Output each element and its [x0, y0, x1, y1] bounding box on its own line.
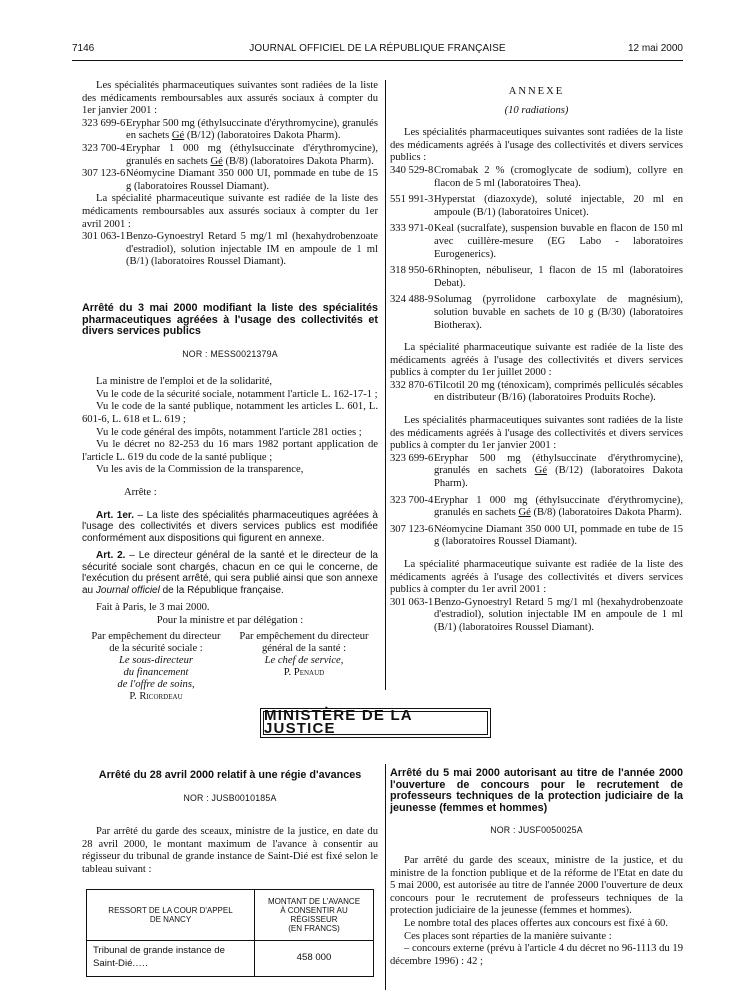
- header-rule: [72, 60, 683, 61]
- arrete-title: Arrêté du 28 avril 2000 relatif à une régie d'avances: [98, 769, 362, 781]
- paragraph: La spécialité pharmaceutique suivante est radiée de la liste des médicaments remboursables aux assurés sociaux à compter du 1er avril 2001 :: [82, 193, 378, 230]
- list-item: [390, 524, 683, 549]
- entry-code: 551 991-3: [390, 194, 434, 206]
- entry-code: 318 950-6: [390, 265, 434, 277]
- ministry-banner: [260, 708, 491, 738]
- entry-text: Néomycine Diamant 350 000 UI, pommade en tube de 15 g (laboratoires Roussel Diamant).: [434, 523, 683, 548]
- entry-text: Rhinopten, nébuliseur, 1 flacon de 15 ml (laboratoires Debat).: [434, 265, 683, 289]
- fait-a-paris: Fait à Paris, le 3 mai 2000.: [96, 602, 210, 614]
- entry-code: 323 700-4: [390, 494, 434, 506]
- list-item: [390, 453, 683, 491]
- entry-code: 323 700-4: [82, 142, 126, 154]
- top-right-column: [390, 86, 683, 635]
- entry-text: Tilcotil 20 mg (ténoxicam), comprimés pelliculés sécables en distributeur (B/16) (laboratoires Produits Roche).: [434, 379, 683, 404]
- paragraph: Ces places sont réparties de la manière suivante :: [404, 930, 612, 942]
- annexe-subtitle: (10 radiations): [504, 104, 569, 116]
- paragraph: Par arrêté du garde des sceaux, ministre de la justice, en date du 28 avril 2000, le montant maximum de l'avance à consentir au régisseur du tribunal de grande instance de Saint-Dié est fixé selon le tableau suivant :: [82, 826, 378, 875]
- entry-code: 307 123-6: [82, 168, 126, 180]
- paragraph: La spécialité pharmaceutique suivante est radiée de la liste des médicaments agréés à l'usage des collectivités et divers services publics à compter du 1er avril 2001 :: [390, 559, 683, 596]
- paragraph: Les spécialités pharmaceutiques suivantes sont radiées de la liste des médicaments remboursables aux assurés sociaux à compter du 1er janvier 2001 :: [82, 80, 378, 117]
- journal-title: JOURNAL OFFICIEL DE LA RÉPUBLIQUE FRANÇAISE: [249, 43, 506, 54]
- list-item: [82, 168, 378, 193]
- visa: La ministre de l'emploi et de la solidarité,: [96, 376, 273, 388]
- signature-left: Par empêchement du directeur de la sécurité sociale : Le sous-directeur du financement de l'offre de soins, P. Ricordeau: [91, 631, 221, 703]
- nor-reference: NOR : JUSF0050025A: [490, 825, 583, 836]
- entry-text: Eryphar 500 mg (éthylsuccinate d'érythromycine), granulés en sachets Gé (B/12) (laboratoires Dakota Pharm).: [434, 452, 683, 490]
- signature-right: Par empêchement du directeur général de la santé : Le chef de service, P. Penaud: [239, 631, 369, 679]
- entry-text: Eryphar 500 mg (éthylsuccinate d'érythromycine), granulés en sachets Gé (B/12) (laboratoires Dakota Pharm).: [126, 117, 378, 142]
- page-header: [72, 43, 683, 57]
- entry-text: Benzo-Gynoestryl Retard 5 mg/1 ml (hexahydrobenzoate d'estradiol), solution injectable IM en ampoule de 1 ml (B/1) (laboratoires Roussel Diamant).: [434, 596, 683, 633]
- entry-code: 301 063-1: [82, 231, 126, 243]
- table-row: [87, 940, 374, 976]
- nor-reference: NOR : JUSB0010185A: [183, 792, 277, 803]
- table-cell-amount: 458 000: [255, 940, 374, 976]
- entry-text: Eryphar 1 000 mg (éthylsuccinate d'érythromycine), granulés en sachets Gé (B/8) (laboratoires Dakota Pharm).: [126, 142, 378, 167]
- entry-code: 324 488-9: [390, 294, 434, 306]
- annexe-title: ANNEXE: [508, 86, 565, 97]
- column-header-montant: MONTANT DE L'AVANCE À CONSENTIR AU RÉGISSEUR (EN FRANCS): [255, 889, 374, 940]
- article-1: Art. 1er. – La liste des spécialités pharmaceutiques agréées à l'usage des collectivités et divers services publics est modifiée conformément aux dispositions qui figurent en annexe.: [82, 509, 378, 544]
- entry-code: 307 123-6: [390, 523, 434, 535]
- entry-text: Cromabak 2 % (cromoglycate de sodium), collyre en flacon de 5 ml (laboratoires Thea).: [434, 164, 683, 189]
- paragraph: Les spécialités pharmaceutiques suivantes sont radiées de la liste des médicaments agréés à l'usage des collectivités et divers services publics :: [390, 127, 683, 164]
- arrete-title: Arrêté du 5 mai 2000 autorisant au titre de l'année 2000 l'ouverture de concours pour le recrutement de professeurs techniques de la protection judiciaire de la jeunesse (femmes et hommes): [390, 767, 683, 814]
- list-item: [390, 194, 683, 219]
- page-number: 7146: [72, 43, 95, 54]
- paragraph: La spécialité pharmaceutique suivante est radiée de la liste des médicaments agréés à l'usage des collectivités et divers services publics à compter du 1er juillet 2000 :: [390, 342, 683, 379]
- visa: Vu le code général des impôts, notamment l'article 281 octies ;: [96, 426, 362, 438]
- visa: Vu le décret no 82-253 du 16 mars 1982 portant application de l'article L. 619 du code de la santé publique ;: [82, 439, 378, 463]
- list-item: [390, 165, 683, 190]
- entry-list: [82, 118, 378, 194]
- arrete-title: Arrêté du 3 mai 2000 modifiant la liste des spécialités pharmaceutiques agréées à l'usage des collectivités et divers services publics: [82, 301, 378, 338]
- entry-text: Solumag (pyrrolidone carboxylate de magnésium), solution buvable en sachets de 10 g (B/30) (laboratoires Biotherax).: [434, 294, 683, 331]
- signature-area: [82, 631, 378, 703]
- column-header-ressort: RESSORT DE LA COUR D'APPEL DE NANCY: [87, 889, 255, 940]
- column-divider-top: [385, 80, 386, 690]
- paragraph: Le nombre total des places offertes aux concours est fixé à 60.: [404, 917, 668, 929]
- list-item: [390, 294, 683, 332]
- paragraph: Par arrêté du garde des sceaux, ministre de la justice, et du ministre de la fonction publique et de la réforme de l'Etat en date du 5 mai 2000, est autorisée au titre de l'année 2000 l'ouverture de deux concours pour le recrutement de professeurs techniques de la protection judiciaire de la jeunesse (femmes et hommes).: [390, 854, 683, 917]
- list-item: [390, 265, 683, 290]
- entry-text: Benzo-Gynoestryl Retard 5 mg/1 ml (hexahydrobenzoate d'estradiol), solution injectable IM en ampoule de 1 ml (B/1) (laboratoires Roussel Diamant).: [126, 231, 378, 268]
- entry-code: 333 971-0: [390, 223, 434, 235]
- entry-text: Keal (sucralfate), suspension buvable en flacon de 150 ml avec cuillère-mesure (EG Labo - laboratoires Eurogenerics).: [434, 223, 683, 260]
- list-item: [82, 231, 378, 269]
- visa-list: [82, 376, 378, 477]
- list-item: [390, 597, 683, 635]
- list-item: [82, 118, 378, 143]
- list-item: [390, 380, 683, 405]
- entry-code: 340 529-8: [390, 164, 434, 176]
- entry-code: 323 699-6: [390, 452, 434, 464]
- entry-text: Néomycine Diamant 350 000 UI, pommade en tube de 15 g (laboratoires Roussel Diamant).: [126, 168, 378, 192]
- paragraph: Les spécialités pharmaceutiques suivantes sont radiées de la liste des médicaments agréés à l'usage des collectivités et divers services publics à compter du 1er janvier 2001 :: [390, 415, 683, 452]
- list-item: [390, 223, 683, 261]
- entry-code: 323 699-6: [82, 117, 126, 129]
- list-item: [82, 143, 378, 168]
- article-2: Art. 2. – Le directeur général de la santé et le directeur de la sécurité sociale sont chargés, chacun en ce qui le concerne, de l'exécution du présent arrêté, qui sera publié ainsi que son annexe au Journal officiel de la République française.: [82, 550, 378, 596]
- issue-date: 12 mai 2000: [627, 43, 683, 54]
- advance-table: [86, 889, 374, 977]
- table-header-row: [87, 889, 374, 940]
- nor-reference: NOR : MESS0021379A: [182, 348, 278, 359]
- entry-list: [390, 453, 683, 549]
- arrete-word: Arrête :: [124, 487, 157, 499]
- entry-text: Hyperstat (diazoxyde), soluté injectable, 20 ml en ampoule (B/1) (laboratoires Unicet).: [434, 194, 683, 218]
- column-divider-bottom: [385, 764, 386, 990]
- entry-text: Eryphar 1 000 mg (éthylsuccinate d'érythromycine), granulés en sachets Gé (B/8) (laboratoires Dakota Pharm).: [434, 494, 683, 519]
- paragraph: – concours externe (prévu à l'article 4 du décret no 96-1113 du 19 décembre 1996) : 42 ;: [390, 943, 683, 967]
- bottom-right-column: [390, 768, 683, 968]
- bottom-left-column: [82, 764, 378, 977]
- entry-code: 301 063-1: [390, 596, 434, 608]
- entry-code: 332 870-6: [390, 379, 434, 391]
- visa: Vu les avis de la Commission de la transparence,: [96, 464, 304, 476]
- ministry-title: MINISTÈRE DE LA JUSTICE: [263, 711, 488, 735]
- table-cell-label: Tribunal de grande instance de Saint-Dié.....: [87, 940, 255, 976]
- visa: Vu le code de la sécurité sociale, notamment l'article L. 162-17-1 ;: [96, 388, 378, 400]
- visa: Vu le code de la santé publique, notamment les articles L. 601, L. 601-6, L. 618 et L. 619 ;: [82, 401, 378, 426]
- entry-list: [390, 165, 683, 332]
- delegation-line: Pour la ministre et par délégation :: [156, 614, 304, 626]
- top-left-column: [82, 80, 378, 703]
- list-item: [390, 495, 683, 520]
